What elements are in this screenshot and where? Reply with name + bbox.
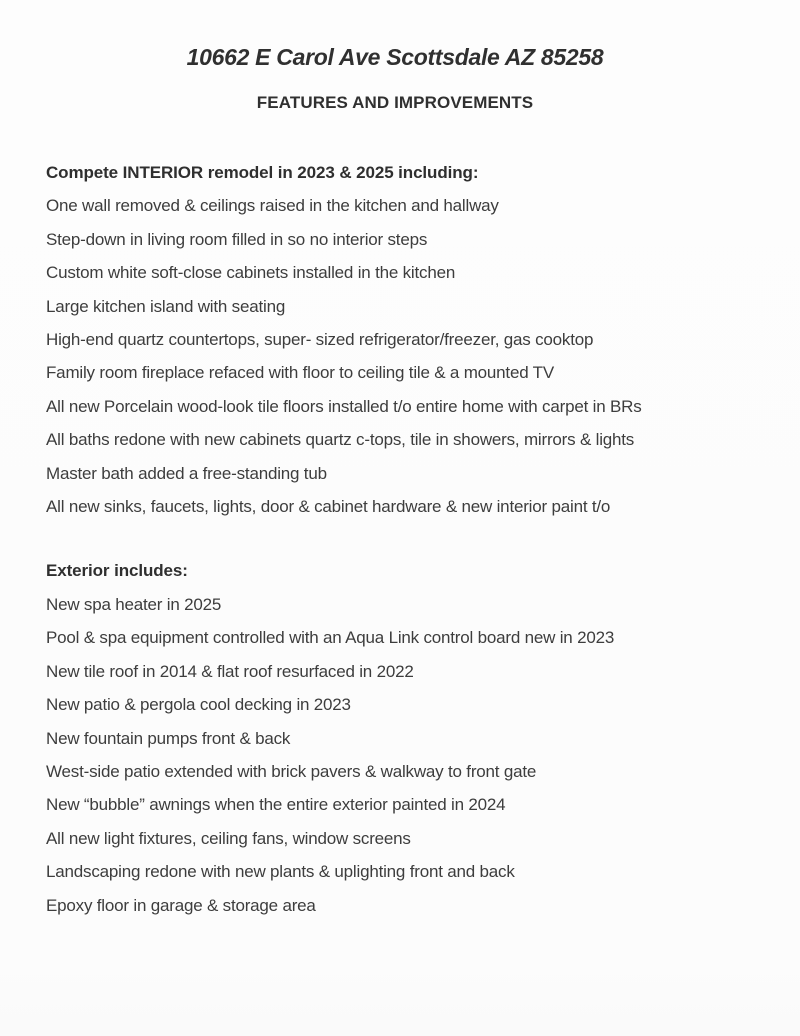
list-item: Custom white soft-close cabinets installed in the kitchen <box>46 263 456 283</box>
list-item: New spa heater in 2025 <box>46 594 222 614</box>
list-item: New “bubble” awnings when the entire exterior painted in 2024 <box>46 795 506 815</box>
list-item: All new sinks, faucets, lights, door & cabinet hardware & new interior paint t/o <box>46 497 611 517</box>
interior-section <box>46 156 744 523</box>
list-item: New tile roof in 2014 & flat roof resurfaced in 2022 <box>46 661 414 681</box>
list-item: All new Porcelain wood-look tile floors installed t/o entire home with carpet in BRs <box>46 396 642 416</box>
list-item: Master bath added a free-standing tub <box>46 463 327 483</box>
page-subtitle: FEATURES AND IMPROVEMENTS <box>256 93 534 112</box>
exterior-section-heading: Exterior includes: <box>46 561 188 581</box>
list-item: Epoxy floor in garage & storage area <box>46 895 316 915</box>
list-item: New patio & pergola cool decking in 2023 <box>46 695 351 715</box>
list-item: High-end quartz countertops, super- sized refrigerator/freezer, gas cooktop <box>46 330 594 350</box>
list-item: One wall removed & ceilings raised in the kitchen and hallway <box>46 196 499 216</box>
list-item: West-side patio extended with brick pavers & walkway to front gate <box>46 761 537 781</box>
list-item: Landscaping redone with new plants & uplighting front and back <box>46 862 515 882</box>
exterior-section <box>46 554 744 921</box>
list-item: Large kitchen island with seating <box>46 296 286 316</box>
page-title: 10662 E Carol Ave Scottsdale AZ 85258 <box>186 44 604 70</box>
list-item: All new light fixtures, ceiling fans, window screens <box>46 828 411 848</box>
list-item: Family room fireplace refaced with floor to ceiling tile & a mounted TV <box>46 363 554 383</box>
interior-section-heading: Compete INTERIOR remodel in 2023 & 2025 including: <box>46 163 479 182</box>
list-item: Step-down in living room filled in so no interior steps <box>46 229 428 249</box>
list-item: New fountain pumps front & back <box>46 728 291 748</box>
list-item: Pool & spa equipment controlled with an Aqua Link control board new in 2023 <box>46 628 615 648</box>
list-item: All baths redone with new cabinets quartz c-tops, tile in showers, mirrors & lights <box>46 430 635 450</box>
